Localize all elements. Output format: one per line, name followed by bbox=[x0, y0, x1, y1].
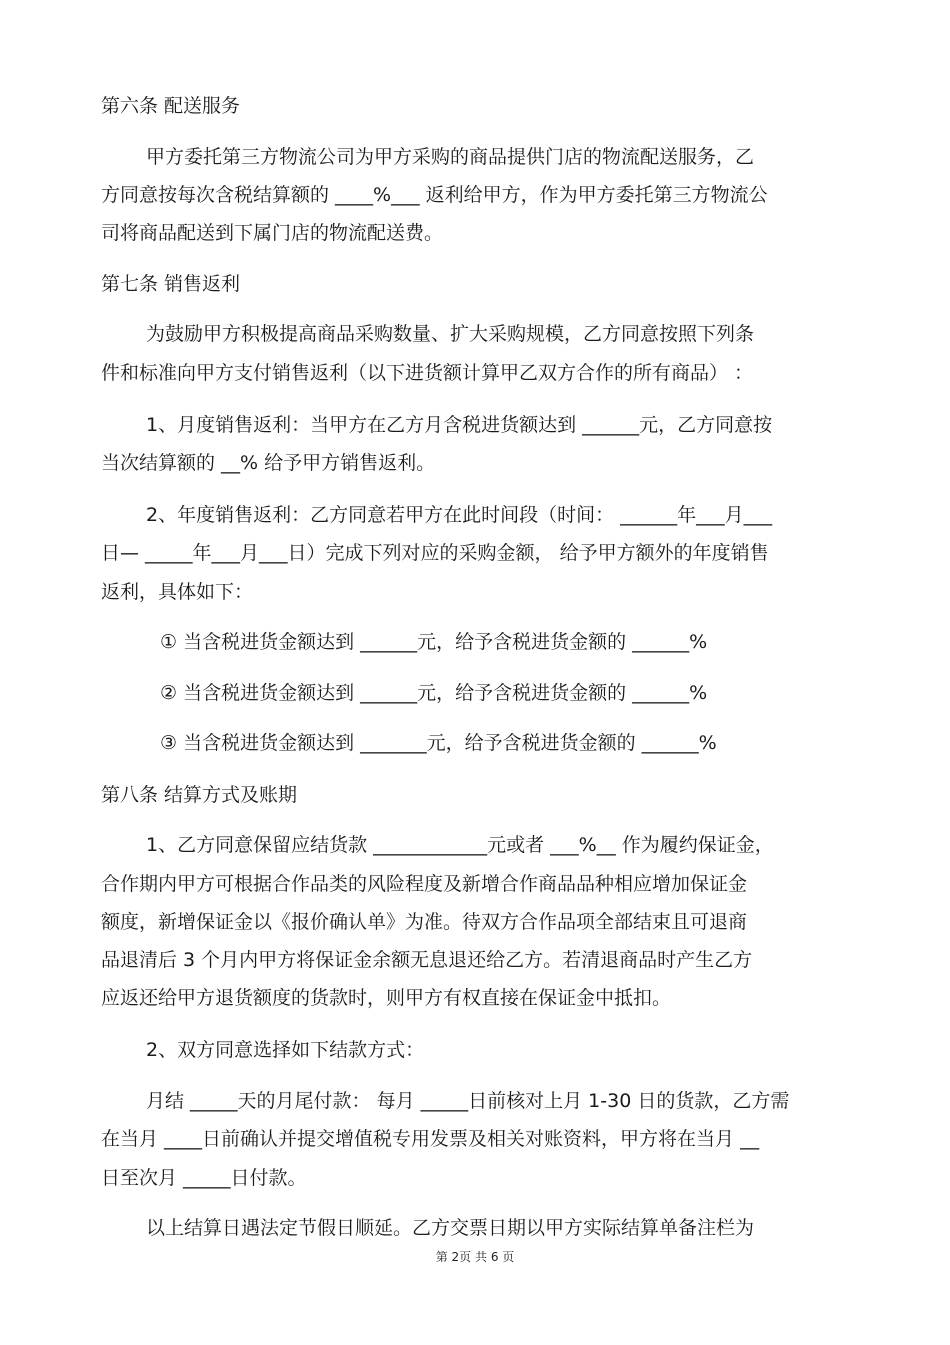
heading-article-8: 第八条 结算方式及账期 bbox=[101, 784, 298, 806]
paragraph-line: 件和标准向甲方支付销售返利（以下进货额计算甲乙双方合作的所有商品） ： bbox=[101, 362, 754, 384]
paragraph-line: 品退清后 3 个月内甲方将保证金余额无息退还给乙方。若清退商品时产生乙方 bbox=[101, 949, 753, 971]
paragraph-line: 为鼓励甲方积极提高商品采购数量、扩大采购规模，乙方同意按照下列条 bbox=[146, 323, 755, 345]
paragraph-line: 方同意按每次含税结算额的 ____%___ 返利给甲方，作为甲方委托第三方物流公 bbox=[101, 184, 768, 206]
paragraph-line: 额度，新增保证金以《报价确认单》为准。待双方合作品项全部结束且可退商 bbox=[101, 911, 748, 933]
paragraph-line: 合作期内甲方可根据合作品类的风险程度及新增合作商品品种相应增加保证金 bbox=[101, 873, 748, 895]
paragraph-line: 返利，具体如下： bbox=[101, 581, 254, 603]
list-item: ① 当含税进货金额达到 ______元，给予含税进货金额的 ______% bbox=[160, 631, 708, 653]
paragraph-line: 月结 _____天的月尾付款： 每月 _____日前核对上月 1-30 日的货款，乙方需 bbox=[146, 1090, 790, 1112]
paragraph-line: 司将商品配送到下属门店的物流配送费。 bbox=[101, 222, 444, 244]
heading-article-7: 第七条 销售返利 bbox=[101, 273, 241, 295]
paragraph-line: 日至次月 _____日付款。 bbox=[101, 1167, 307, 1189]
paragraph-line: 日— _____年___月___日）完成下列对应的采购金额， 给予甲方额外的年度销售 bbox=[101, 542, 769, 564]
paragraph-line: 当次结算额的 __% 给予甲方销售返利。 bbox=[101, 452, 436, 474]
paragraph-line: 2、双方同意选择如下结款方式： bbox=[146, 1039, 425, 1061]
paragraph-line: 1、月度销售返利：当甲方在乙方月含税进货额达到 ______元，乙方同意按 bbox=[146, 414, 773, 436]
heading-article-6: 第六条 配送服务 bbox=[101, 95, 241, 117]
paragraph-line: 以上结算日遇法定节假日顺延。乙方交票日期以甲方实际结算单备注栏为 bbox=[146, 1217, 755, 1239]
paragraph-line: 2、年度销售返利：乙方同意若甲方在此时间段（时间： ______年___月___ bbox=[146, 504, 773, 526]
paragraph-line: 甲方委托第三方物流公司为甲方采购的商品提供门店的物流配送服务，乙 bbox=[146, 146, 755, 168]
paragraph-line: 1、乙方同意保留应结货款 ____________元或者 ___%__ 作为履约保证金， bbox=[146, 834, 774, 856]
page-footer: 第 2页 共 6 页 bbox=[435, 1250, 515, 1264]
paragraph-line: 应返还给甲方退货额度的货款时，则甲方有权直接在保证金中抵扣。 bbox=[101, 987, 672, 1009]
paragraph-line: 在当月 ____日前确认并提交增值税专用发票及相关对账资料，甲方将在当月 __ bbox=[101, 1128, 760, 1150]
list-item: ③ 当含税进货金额达到 _______元，给予含税进货金额的 ______% bbox=[160, 732, 717, 754]
list-item: ② 当含税进货金额达到 ______元，给予含税进货金额的 ______% bbox=[160, 682, 708, 704]
